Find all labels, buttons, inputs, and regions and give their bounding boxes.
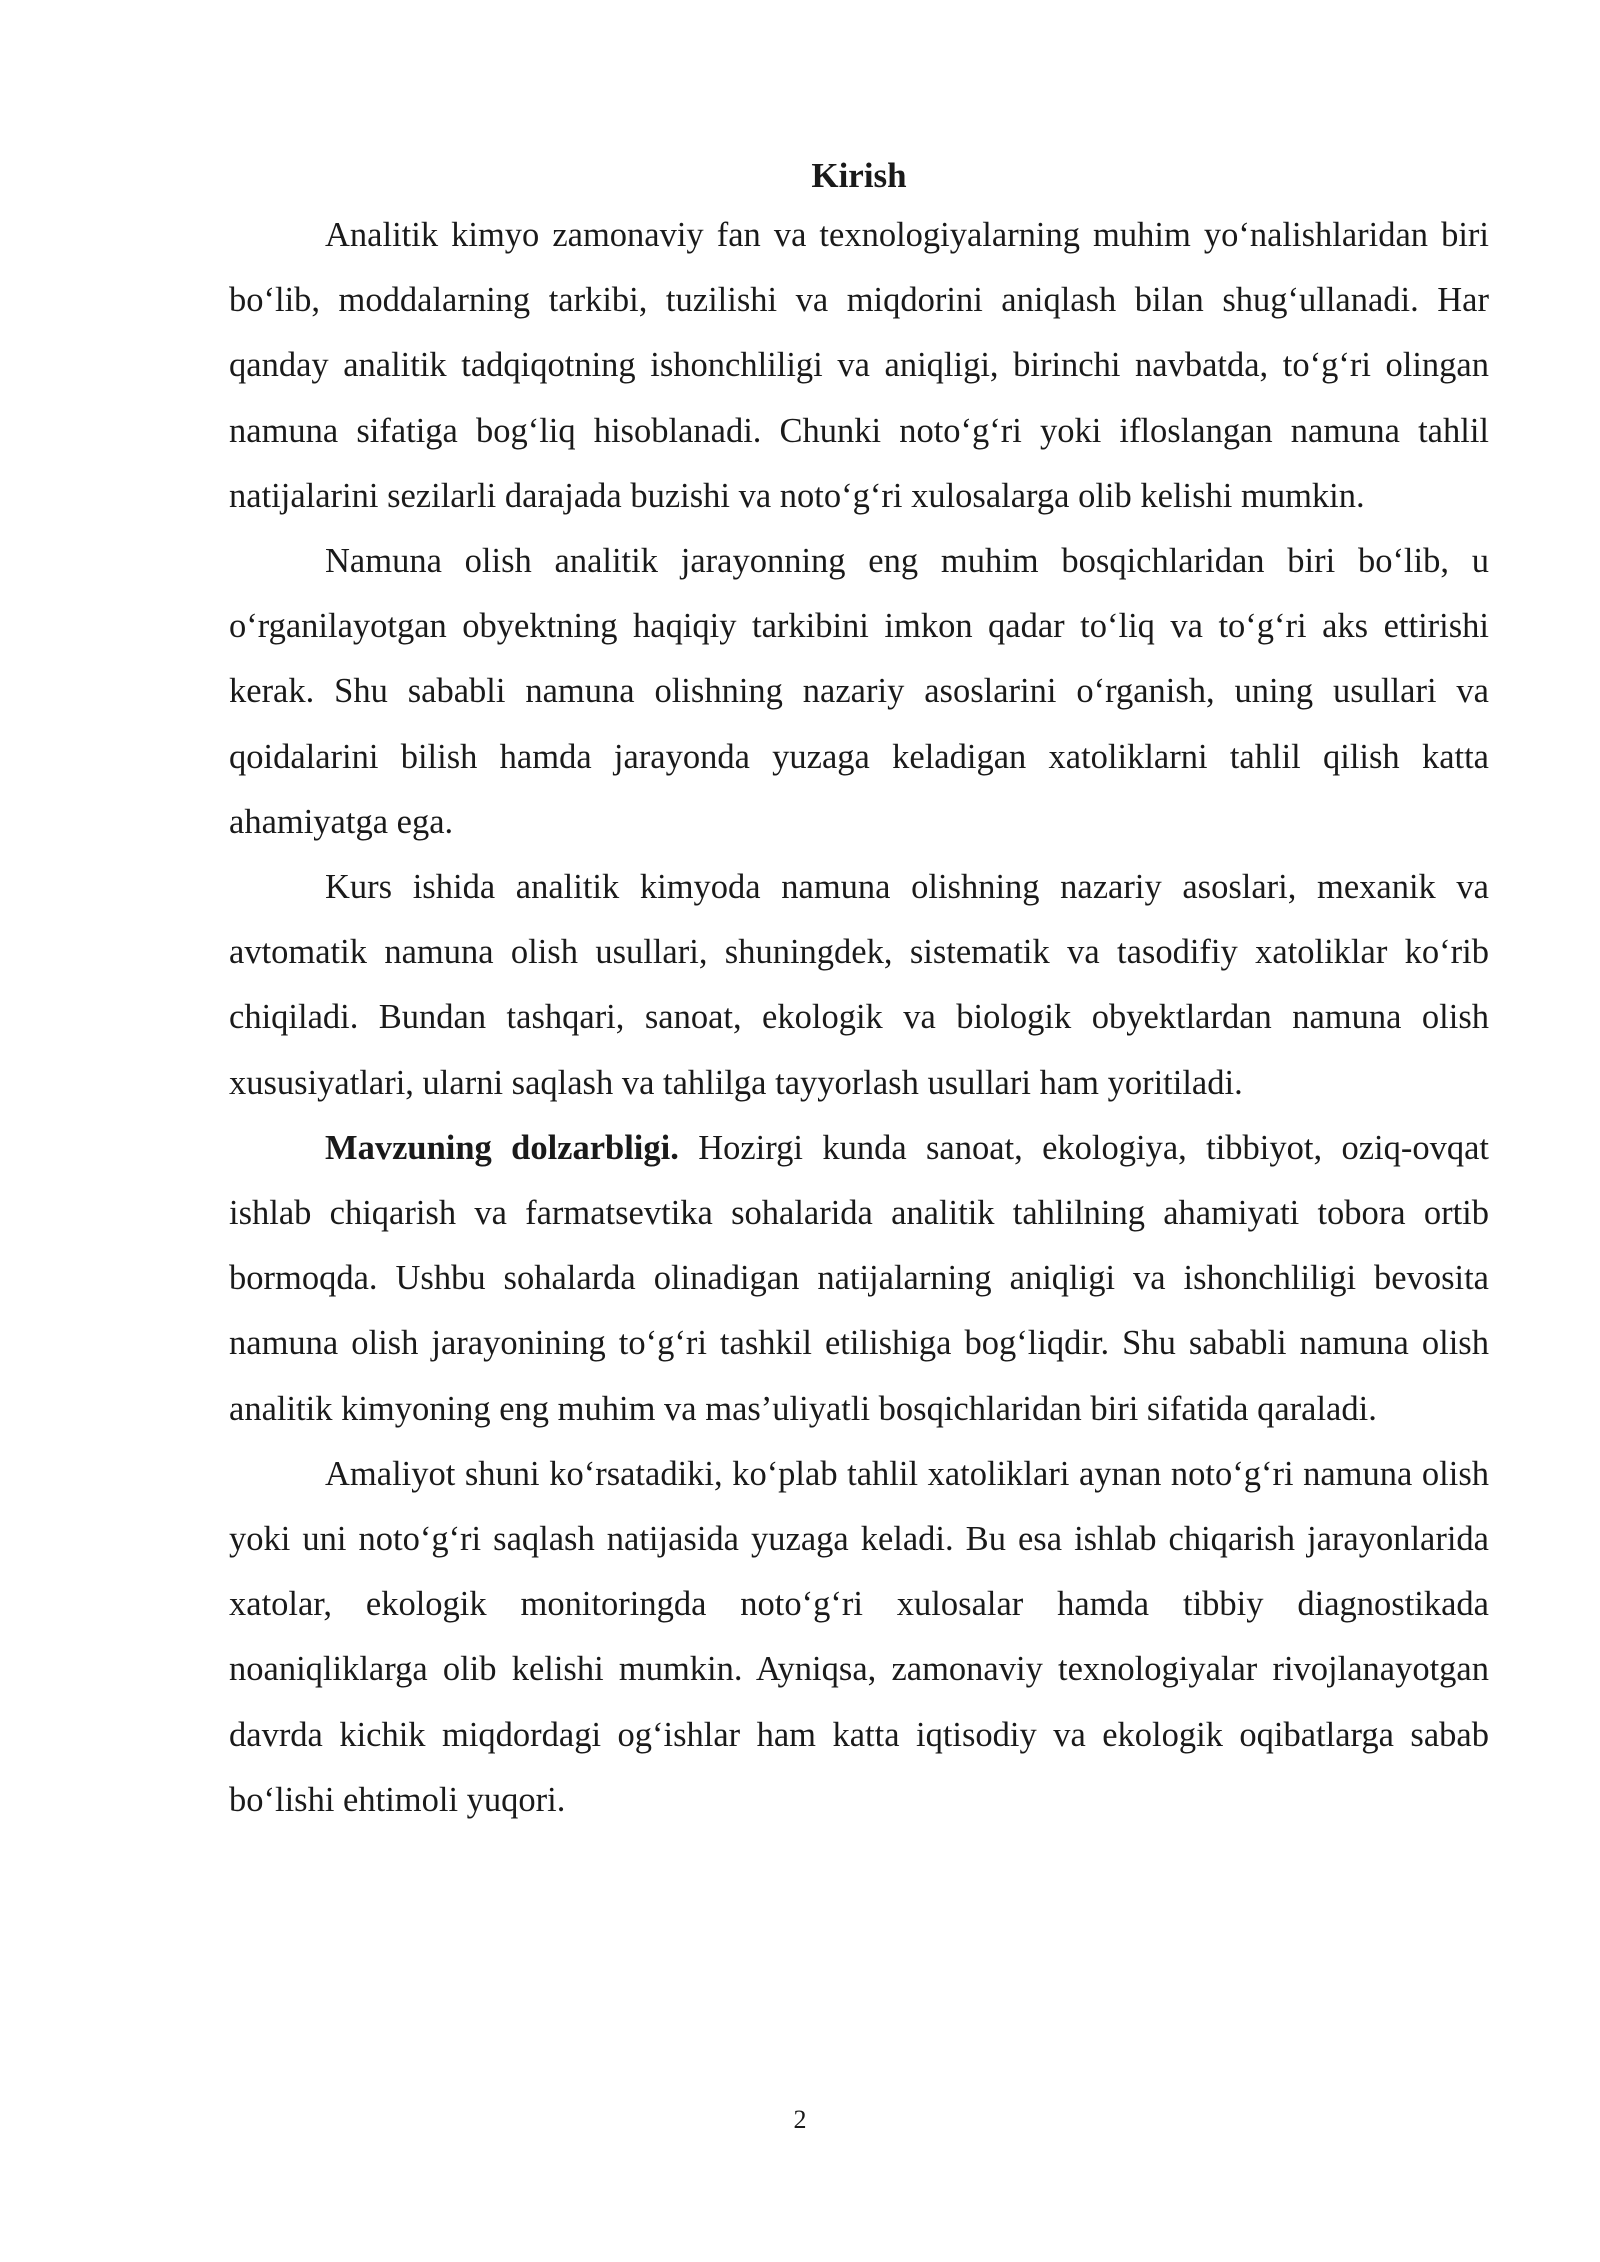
page-number: 2 bbox=[793, 2105, 807, 2134]
paragraph-course-scope bbox=[229, 855, 1489, 1116]
paragraph-text: Analitik kimyo zamonaviy fan va texnologiyalarning muhim yoʻnalishlaridan biri boʻlib, moddalarning tarkibi, tuzilishi va miqdorini aniqlash bilan shugʻullanadi. Har qanday analitik tadqiqotning ishonchliligi va aniqligi, birinchi navbatda, toʻgʻri olingan namuna sifatiga bogʻliq hisoblanadi. Chunki notoʻgʻri yoki ifloslangan namuna tahlil natijalarini sezilarli darajada buzishi va notoʻgʻri xulosalarga olib kelishi mumkin. bbox=[229, 216, 1489, 515]
paragraph-lead: Mavzuning dolzarbligi. bbox=[325, 1128, 679, 1167]
paragraph-text: Amaliyot shuni koʻrsatadiki, koʻplab tahlil xatoliklari aynan notoʻgʻri namuna olish yoki uni notoʻgʻri saqlash natijasida yuzaga keladi. Bu esa ishlab chiqarish jarayonlarida xatolar, ekologik monitoringda notoʻgʻri xulosalar hamda tibbiy diagnostikada noaniqliklarga olib kelishi mumkin. Ayniqsa, zamonaviy texnologiyalar rivojlanayotgan davrda kichik miqdordagi ogʻishlar ham katta iqtisodiy va ekologik oqibatlarga sabab boʻlishi ehtimoli yuqori. bbox=[229, 1454, 1489, 1819]
paragraph-text: Kurs ishida analitik kimyoda namuna olishning nazariy asoslari, mexanik va avtomatik namuna olish usullari, shuningdek, sistematik va tasodifiy xatoliklar koʻrib chiqiladi. Bundan tashqari, sanoat, ekologik va biologik obyektlardan namuna olish xususiyatlari, ularni saqlash va tahlilga tayyorlash usullari ham yoritiladi. bbox=[229, 868, 1489, 1102]
page-title: Kirish bbox=[811, 156, 907, 195]
page-body bbox=[229, 148, 1489, 1833]
paragraph-sampling bbox=[229, 529, 1489, 855]
paragraph-relevance bbox=[229, 1116, 1489, 1442]
paragraph-intro bbox=[229, 203, 1489, 529]
paragraph-text: Namuna olish analitik jarayonning eng muhim bosqichlaridan biri boʻlib, u oʻrganilayotgan obyektning haqiqiy tarkibini imkon qadar toʻliq va toʻgʻri aks ettirishi kerak. Shu sababli namuna olishning nazariy asoslarini oʻrganish, uning usullari va qoidalarini bilish hamda jarayonda yuzaga keladigan xatoliklarni tahlil qilish katta ahamiyatga ega. bbox=[229, 542, 1489, 841]
paragraph-practice bbox=[229, 1442, 1489, 1833]
paragraph-text: Hozirgi kunda sanoat, ekologiya, tibbiyot, oziq-ovqat ishlab chiqarish va farmatsevtika sohalarida analitik tahlilning ahamiyati tobora ortib bormoqda. Ushbu sohalarda olinadigan natijalarning aniqligi va ishonchliligi bevosita namuna olish jarayonining toʻgʻri tashkil etilishiga bogʻliqdir. Shu sababli namuna olish analitik kimyoning eng muhim va mas’uliyatli bosqichlaridan biri sifatida qaraladi. bbox=[229, 1128, 1489, 1428]
